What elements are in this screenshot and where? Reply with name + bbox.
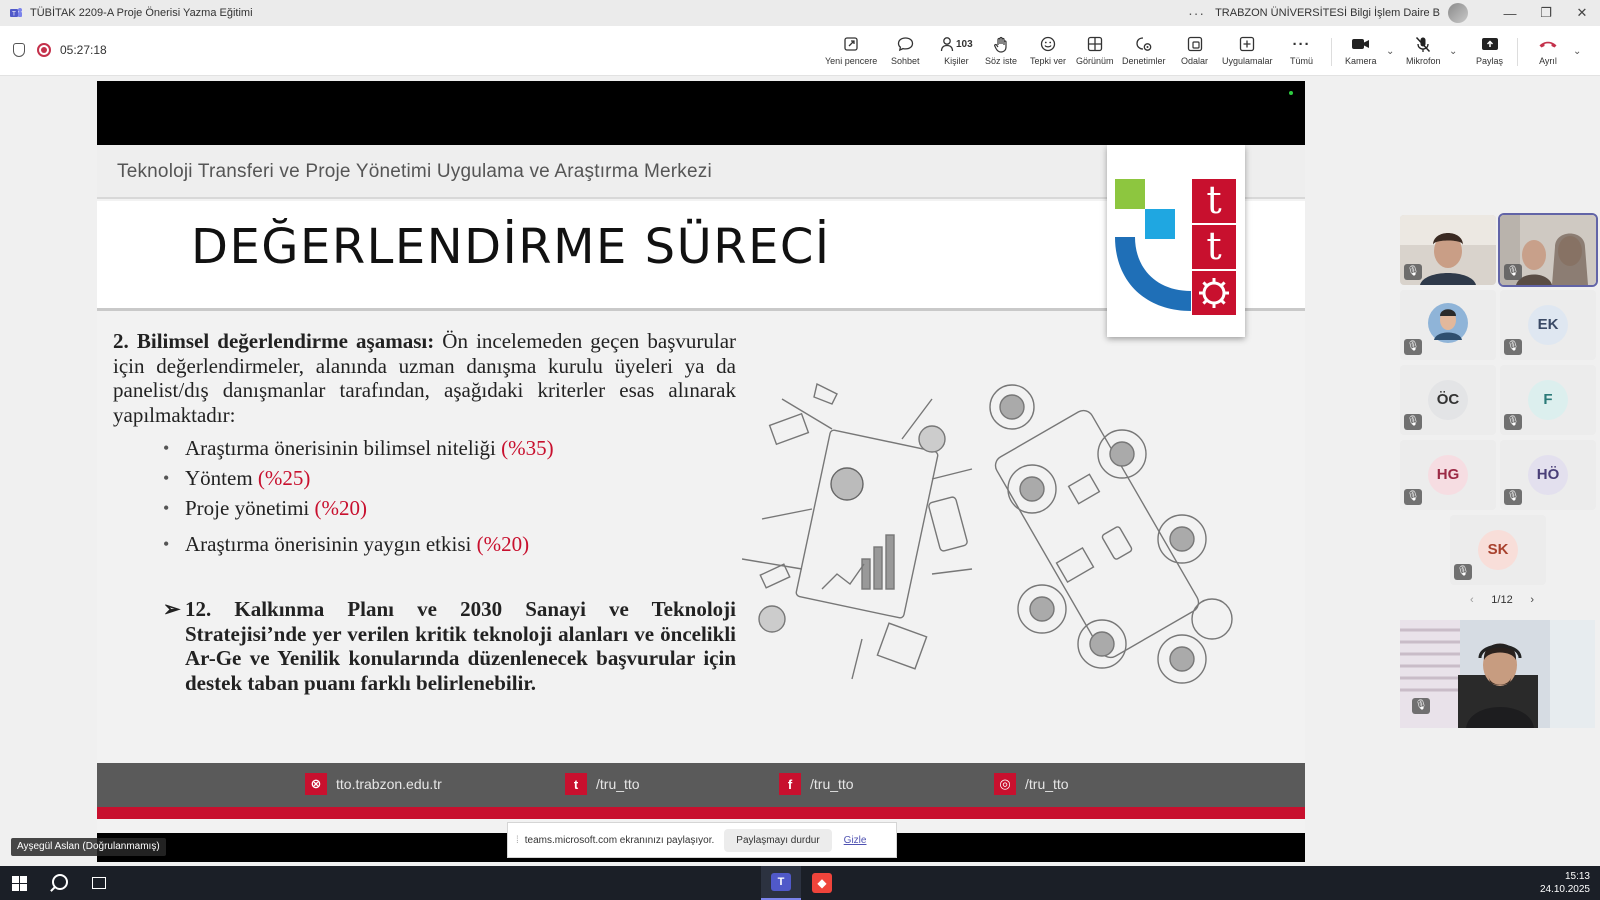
react-button[interactable]: Tepki ver xyxy=(1030,34,1066,72)
participant-video-tile-active[interactable] xyxy=(1500,215,1596,285)
participant-tile[interactable] xyxy=(1500,365,1596,435)
raise-hand-button[interactable]: Söz iste xyxy=(985,34,1017,72)
account-avatar[interactable] xyxy=(1448,3,1468,23)
meeting-illustration xyxy=(742,359,1262,699)
screen-share-notification xyxy=(507,822,897,858)
mic-off-icon: 🎙 xyxy=(1504,414,1522,430)
hang-up-icon xyxy=(1538,34,1558,54)
mic-off-icon: 🎙 xyxy=(1404,264,1422,280)
chat-button[interactable]: Sohbet xyxy=(891,34,920,72)
mic-off-icon: 🎙 xyxy=(1504,264,1522,280)
participant-tile[interactable] xyxy=(1450,515,1546,585)
grip-icon: ⁞ xyxy=(516,834,519,846)
taskbar-anydesk-app[interactable] xyxy=(802,866,842,900)
presentation-slide xyxy=(97,145,1305,833)
people-button[interactable]: 103 Kişiler xyxy=(940,34,973,72)
previous-page-icon[interactable]: ‹ xyxy=(1470,594,1474,606)
avatar: EK xyxy=(1528,305,1568,345)
svg-text:T: T xyxy=(12,10,16,18)
development-plan-note: ➢ 12. Kalkınma Planı ve 2030 Sanayi ve Teknoloji Stratejisi’nde yer verilen kritik teknoloji alanları ve öncelikli Ar-Ge ve Yenilik konularında düzenlenecek başvurular için destek taban puanı farklı belirlenebilir. xyxy=(163,597,736,695)
rooms-button[interactable]: Odalar xyxy=(1181,34,1208,72)
slide-title: DEĞERLENDİRME SÜRECİ xyxy=(191,219,831,275)
avatar: SK xyxy=(1478,530,1518,570)
window-titlebar xyxy=(0,0,1600,26)
participant-tile[interactable] xyxy=(1500,440,1596,510)
instagram-icon: ◎ xyxy=(994,773,1016,795)
slide-footer-red-band xyxy=(97,807,1305,819)
plus-icon xyxy=(1239,34,1255,54)
participant-tile[interactable] xyxy=(1400,365,1496,435)
sharing-indicator-dot xyxy=(1289,91,1293,95)
twitter-icon: t xyxy=(565,773,587,795)
footer-website: ⊗ tto.trabzon.edu.tr xyxy=(305,773,442,795)
people-count: 103 xyxy=(956,38,973,50)
mic-off-icon: 🎙 xyxy=(1454,564,1472,580)
smiley-icon xyxy=(1040,34,1056,54)
page-indicator: 1/12 xyxy=(1491,594,1513,606)
shield-icon[interactable] xyxy=(13,43,25,57)
mic-off-icon: 🎙 xyxy=(1404,414,1422,430)
arrow-bullet-icon: ➢ xyxy=(163,597,181,621)
mic-off-icon: 🎙 xyxy=(1504,489,1522,505)
list-item: • Araştırma önerisinin yaygın etkisi (%20) xyxy=(163,529,736,559)
tto-logo: t t xyxy=(1107,145,1245,337)
gallery-pager xyxy=(1470,594,1534,606)
next-page-icon[interactable]: › xyxy=(1530,594,1534,606)
ellipsis-icon: ··· xyxy=(1292,35,1311,53)
meeting-toolbar xyxy=(0,26,1600,76)
logo-arc-shape xyxy=(1113,237,1193,313)
evaluation-paragraph: 2. Bilimsel değerlendirme aşaması: Ön incelemeden geçen başvurular için değerlendirmeler, alanında uzman danışma kurulu üyeleri ya da panelist/dış danışmanlar tarafından, aşağıdaki kriterler esas alınarak yapılmaktadır: xyxy=(113,329,737,427)
slide-body xyxy=(113,329,736,695)
meeting-timer: 05:27:18 xyxy=(60,43,107,57)
avatar: HÖ xyxy=(1528,455,1568,495)
list-item: • Proje yönetimi (%20) xyxy=(163,493,736,523)
shared-screen-stage xyxy=(97,81,1305,862)
avatar: F xyxy=(1528,380,1568,420)
camera-options-chevron-icon[interactable]: ⌄ xyxy=(1386,46,1395,57)
mic-off-icon xyxy=(1415,34,1431,54)
teams-app-icon: T xyxy=(771,873,791,891)
search-icon[interactable] xyxy=(52,874,68,890)
teams-logo-icon xyxy=(9,6,23,20)
participant-avatar-tile[interactable] xyxy=(1400,290,1496,360)
slide-header-text: Teknoloji Transferi ve Proje Yönetimi Uygulama ve Araştırma Merkezi xyxy=(117,161,712,182)
mic-off-icon: 🎙 xyxy=(1404,489,1422,505)
rooms-icon xyxy=(1187,34,1203,54)
taskbar xyxy=(0,866,1600,900)
avatar: ÖC xyxy=(1428,380,1468,420)
mic-button[interactable]: Mikrofon xyxy=(1406,34,1441,72)
controls-button[interactable]: Denetimler xyxy=(1122,34,1166,72)
mic-off-icon: 🎙 xyxy=(1412,698,1430,714)
share-button[interactable]: Paylaş xyxy=(1476,34,1503,72)
participant-tile[interactable] xyxy=(1500,290,1596,360)
person-icon xyxy=(940,36,954,52)
controls-icon xyxy=(1135,34,1152,54)
anydesk-icon: ◆ xyxy=(812,873,832,893)
task-view-icon[interactable] xyxy=(92,877,106,889)
clock-time: 15:13 xyxy=(1564,871,1590,882)
pop-out-icon xyxy=(843,34,859,54)
restore-button[interactable]: ❐ xyxy=(1540,5,1552,20)
toolbar-divider xyxy=(1331,38,1332,66)
more-button[interactable]: ··· Tümü xyxy=(1290,35,1314,66)
view-button[interactable]: Görünüm xyxy=(1076,34,1114,72)
hide-link[interactable]: Gizle xyxy=(843,834,867,846)
minimize-button[interactable]: — xyxy=(1503,5,1517,21)
grid-icon xyxy=(1087,34,1103,54)
windows-start-icon[interactable] xyxy=(12,876,27,891)
more-options-icon[interactable]: ··· xyxy=(1188,5,1206,21)
mic-off-icon: 🎙 xyxy=(1504,339,1522,355)
list-item: • Yöntem (%25) xyxy=(163,463,736,493)
leave-options-chevron-icon[interactable]: ⌄ xyxy=(1573,46,1582,57)
mic-off-icon: 🎙 xyxy=(1404,339,1422,355)
gear-icon xyxy=(1192,271,1236,315)
mic-options-chevron-icon[interactable]: ⌄ xyxy=(1449,46,1458,57)
clock-date: 24.10.2025 xyxy=(1539,884,1590,895)
system-clock[interactable] xyxy=(1540,870,1590,896)
avatar: HG xyxy=(1428,455,1468,495)
share-icon xyxy=(1481,34,1499,54)
footer-facebook: f /tru_tto xyxy=(779,773,854,795)
participant-tile[interactable] xyxy=(1400,440,1496,510)
footer-instagram: ◎ /tru_tto xyxy=(994,773,1069,795)
criteria-list xyxy=(163,433,736,559)
camera-icon xyxy=(1351,34,1370,54)
hand-icon xyxy=(993,34,1009,54)
leave-button[interactable]: Ayrıl xyxy=(1538,34,1558,72)
participant-video-tile[interactable] xyxy=(1400,215,1496,285)
new-window-button[interactable]: Yeni pencere xyxy=(825,34,877,72)
chat-icon xyxy=(897,34,914,54)
window-title: TÜBİTAK 2209-A Proje Önerisi Yazma Eğitimi xyxy=(30,7,253,19)
camera-button[interactable]: Kamera xyxy=(1345,34,1377,72)
toolbar-divider-2 xyxy=(1517,38,1518,66)
share-message: teams.microsoft.com ekranınızı paylaşıyor. xyxy=(524,834,715,846)
footer-twitter: t /tru_tto xyxy=(565,773,640,795)
presenter-name-tag: Ayşegül Aslan (Doğrulanmamış) xyxy=(11,838,166,856)
self-video-tile[interactable] xyxy=(1400,620,1595,728)
globe-icon: ⊗ xyxy=(305,773,327,795)
slide-footer xyxy=(97,763,1305,807)
list-item: • Araştırma önerisinin bilimsel niteliği (%35) xyxy=(163,433,736,463)
organization-name[interactable]: TRABZON ÜNİVERSİTESİ Bilgi İşlem Daire B xyxy=(1215,7,1440,19)
apps-button[interactable]: Uygulamalar xyxy=(1222,34,1273,72)
close-window-button[interactable]: ✕ xyxy=(1576,5,1588,20)
recording-icon xyxy=(37,43,51,57)
taskbar-teams-app[interactable] xyxy=(761,866,801,900)
facebook-icon: f xyxy=(779,773,801,795)
stop-sharing-button[interactable]: Paylaşmayı durdur xyxy=(724,829,831,852)
